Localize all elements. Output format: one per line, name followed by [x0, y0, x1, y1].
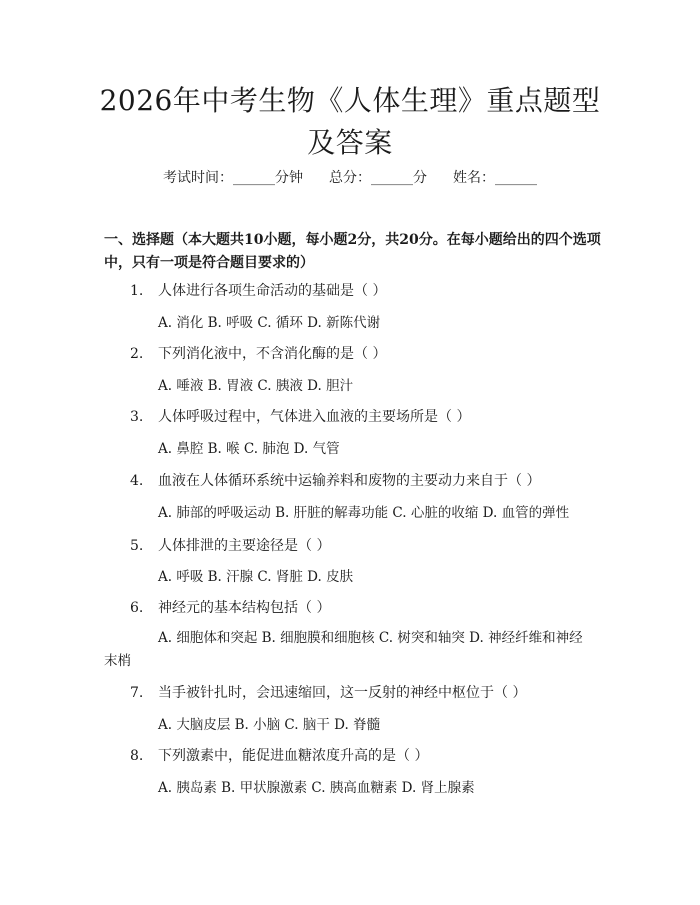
question-text: 人体进行各项生命活动的基础是（ ） [158, 283, 387, 299]
question-options: A. 鼻腔 B. 喉 C. 肺泡 D. 气管 [158, 441, 340, 457]
question-item [130, 281, 386, 301]
question-item [130, 746, 428, 766]
question-number: 7. [130, 685, 144, 701]
question-options: A. 唾液 B. 胃液 C. 胰液 D. 胆汁 [158, 378, 354, 394]
question-item [130, 683, 526, 703]
question-options: A. 肺部的呼吸运动 B. 肝脏的解毒功能 C. 心脏的收缩 D. 血管的弹性 [158, 505, 570, 521]
question-number: 4. [130, 473, 144, 489]
section-heading: 一、选择题（本大题共10小题，每小题2分，共20分。在每小题给出的四个选项中，只有一项是符合题目要求的） [104, 232, 601, 271]
question-options: A. 细胞体和突起 B. 细胞膜和细胞核 C. 树突和轴突 D. 神经纤维和神经末梢 [104, 630, 583, 669]
question-text: 当手被针扎时，会迅速缩回，这一反射的神经中枢位于（ ） [158, 685, 527, 701]
question-text: 血液在人体循环系统中运输养料和废物的主要动力来自于（ ） [158, 473, 541, 489]
question-item [130, 407, 470, 427]
total-score-field: 总分：______分 [329, 170, 427, 186]
question-number: 2. [130, 346, 144, 362]
student-name-field: 姓名：______ [453, 170, 537, 186]
question-text: 下列激素中，能促进血糖浓度升高的是（ ） [158, 748, 429, 764]
question-number: 5. [130, 538, 144, 554]
question-options: A. 胰岛素 B. 甲状腺激素 C. 胰高血糖素 D. 肾上腺素 [158, 780, 475, 796]
question-item [130, 598, 330, 618]
question-number: 3. [130, 409, 144, 425]
question-item [130, 471, 540, 491]
question-item [130, 344, 386, 364]
question-text: 神经元的基本结构包括（ ） [158, 600, 331, 616]
question-options: A. 消化 B. 呼吸 C. 循环 D. 新陈代谢 [158, 315, 381, 331]
question-text: 人体呼吸过程中，气体进入血液的主要场所是（ ） [158, 409, 471, 425]
question-text: 下列消化液中，不含消化酶的是（ ） [158, 346, 387, 362]
question-options: A. 呼吸 B. 汗腺 C. 肾脏 D. 皮肤 [158, 569, 354, 585]
question-number: 6. [130, 600, 144, 616]
question-item [130, 536, 330, 556]
question-number: 8. [130, 748, 144, 764]
exam-time-field: 考试时间：______分钟 [163, 170, 303, 186]
question-options: A. 大脑皮层 B. 小脑 C. 脑干 D. 脊髓 [158, 717, 381, 733]
exam-info-line [0, 167, 700, 187]
page-title: 2026年中考生物《人体生理》重点题型及答案 [99, 84, 601, 159]
question-number: 1. [130, 283, 144, 299]
question-text: 人体排泄的主要途径是（ ） [158, 538, 331, 554]
